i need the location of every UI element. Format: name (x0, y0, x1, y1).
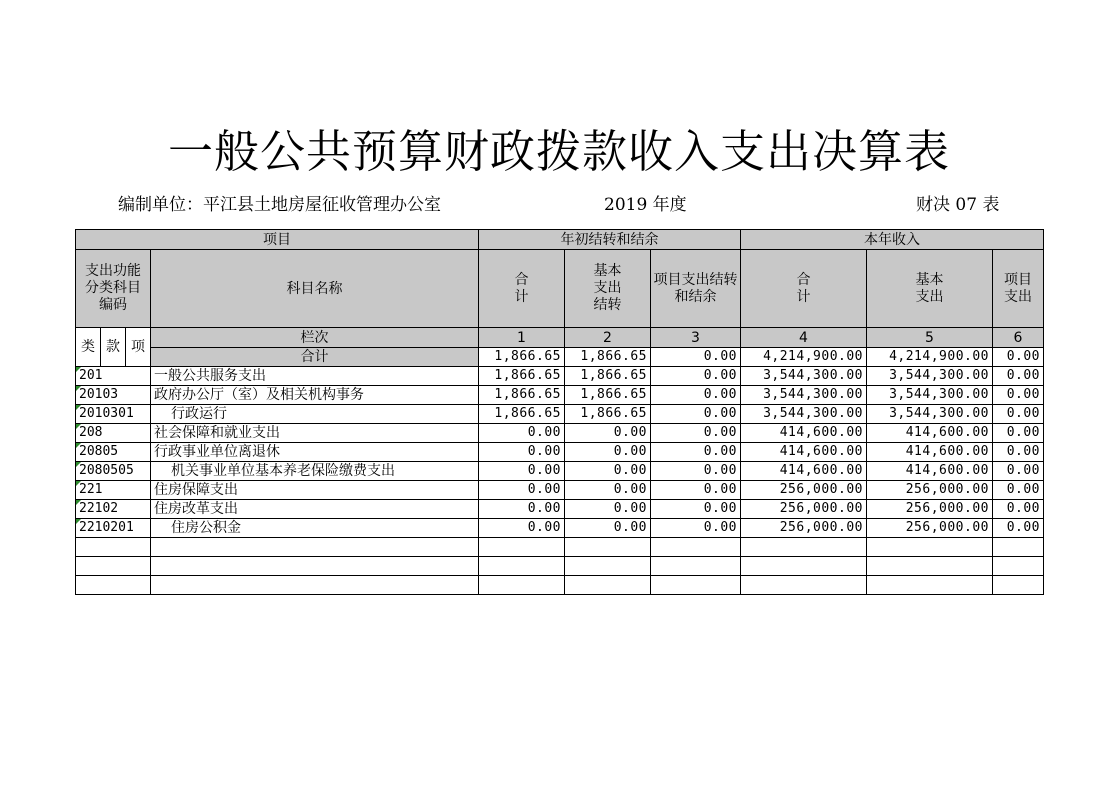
blank-cell (76, 576, 151, 595)
row-value: 0.00 (565, 443, 651, 462)
row-value: 256,000.00 (741, 519, 867, 538)
row-name: 社会保障和就业支出 (151, 424, 479, 443)
index-4: 4 (741, 328, 867, 348)
row-value: 0.00 (651, 405, 741, 424)
row-value: 0.00 (651, 367, 741, 386)
row-name: 机关事业单位基本养老保险缴费支出 (151, 462, 479, 481)
row-value: 1,866.65 (479, 386, 565, 405)
total-cell: 1,866.65 (565, 348, 651, 367)
row-value: 0.00 (993, 386, 1044, 405)
header-project: 项目 (76, 230, 479, 250)
row-value: 0.00 (565, 462, 651, 481)
row-value: 1,866.65 (565, 367, 651, 386)
total-cell: 0.00 (651, 348, 741, 367)
table-row (76, 481, 1044, 500)
row-value: 0.00 (651, 462, 741, 481)
row-value: 0.00 (565, 500, 651, 519)
blank-cell (151, 557, 479, 576)
row-value: 256,000.00 (867, 500, 993, 519)
row-value: 0.00 (565, 481, 651, 500)
row-value: 0.00 (479, 424, 565, 443)
form-label: 财决 07 表 (916, 195, 1000, 215)
header-carry-total: 合计 (479, 250, 565, 328)
row-value: 0.00 (993, 481, 1044, 500)
row-value: 0.00 (651, 424, 741, 443)
row-value: 414,600.00 (741, 462, 867, 481)
budget-table (75, 229, 1044, 595)
table-row (76, 443, 1044, 462)
header-func-code: 支出功能分类科目编码 (76, 250, 151, 328)
row-code: 20103 (76, 386, 151, 405)
header-xiang: 项 (126, 328, 151, 367)
row-value: 3,544,300.00 (867, 405, 993, 424)
table-row (76, 405, 1044, 424)
row-value: 414,600.00 (867, 443, 993, 462)
row-name: 一般公共服务支出 (151, 367, 479, 386)
row-value: 3,544,300.00 (867, 386, 993, 405)
row-value: 414,600.00 (741, 424, 867, 443)
row-value: 1,866.65 (565, 405, 651, 424)
row-value: 0.00 (651, 481, 741, 500)
row-code: 2210201 (76, 519, 151, 538)
row-code: 221 (76, 481, 151, 500)
page-title: 一般公共预算财政拨款收入支出决算表 (167, 125, 950, 178)
table-row (76, 386, 1044, 405)
row-value: 0.00 (651, 386, 741, 405)
table-row (76, 519, 1044, 538)
blank-cell (76, 557, 151, 576)
total-cell: 4,214,900.00 (867, 348, 993, 367)
header-lei: 类 (76, 328, 101, 367)
blank-cell (76, 538, 151, 557)
row-code: 22102 (76, 500, 151, 519)
row-value: 256,000.00 (867, 519, 993, 538)
row-code: 201 (76, 367, 151, 386)
header-project-carry: 项目支出结转和结余 (651, 250, 741, 328)
row-code: 20805 (76, 443, 151, 462)
row-value: 0.00 (993, 424, 1044, 443)
row-value: 256,000.00 (741, 481, 867, 500)
total-cell: 1,866.65 (479, 348, 565, 367)
row-value: 3,544,300.00 (867, 367, 993, 386)
row-value: 0.00 (993, 500, 1044, 519)
total-cell: 0.00 (993, 348, 1044, 367)
header-carryover-group: 年初结转和结余 (479, 230, 741, 250)
header-kuan: 款 (101, 328, 126, 367)
row-name: 住房改革支出 (151, 500, 479, 519)
year-label: 2019 年度 (604, 195, 687, 215)
row-code: 208 (76, 424, 151, 443)
index-5: 5 (867, 328, 993, 348)
header-income-group: 本年收入 (741, 230, 1044, 250)
row-value: 0.00 (993, 519, 1044, 538)
row-value: 0.00 (993, 443, 1044, 462)
row-value: 1,866.65 (565, 386, 651, 405)
row-code: 2080505 (76, 462, 151, 481)
header-income-basic: 基本支出 (867, 250, 993, 328)
row-value: 0.00 (479, 519, 565, 538)
row-index-label: 栏次 (151, 328, 479, 348)
table-row (76, 424, 1044, 443)
row-value: 0.00 (993, 367, 1044, 386)
index-3: 3 (651, 328, 741, 348)
table-row (76, 367, 1044, 386)
row-value: 0.00 (565, 519, 651, 538)
row-value: 0.00 (651, 443, 741, 462)
row-value: 414,600.00 (867, 462, 993, 481)
row-value: 3,544,300.00 (741, 367, 867, 386)
blank-cell (151, 576, 479, 595)
row-name: 政府办公厅（室）及相关机构事务 (151, 386, 479, 405)
unit-label: 编制单位：平江县土地房屋征收管理办公室 (118, 195, 441, 215)
row-name: 行政运行 (151, 405, 479, 424)
row-value: 0.00 (565, 424, 651, 443)
header-income-project: 项目支出 (993, 250, 1044, 328)
row-value: 0.00 (993, 405, 1044, 424)
row-name: 住房公积金 (151, 519, 479, 538)
row-code: 2010301 (76, 405, 151, 424)
row-value: 1,866.65 (479, 367, 565, 386)
row-value: 256,000.00 (741, 500, 867, 519)
row-value: 3,544,300.00 (741, 386, 867, 405)
header-income-total: 合计 (741, 250, 867, 328)
row-name: 行政事业单位离退休 (151, 443, 479, 462)
row-value: 3,544,300.00 (741, 405, 867, 424)
sum-label: 合计 (151, 348, 479, 367)
row-value: 0.00 (993, 462, 1044, 481)
index-1: 1 (479, 328, 565, 348)
row-value: 1,866.65 (479, 405, 565, 424)
index-2: 2 (565, 328, 651, 348)
row-value: 0.00 (651, 519, 741, 538)
row-value: 414,600.00 (741, 443, 867, 462)
row-value: 0.00 (479, 500, 565, 519)
header-subject-name: 科目名称 (151, 250, 479, 328)
row-name: 住房保障支出 (151, 481, 479, 500)
row-value: 0.00 (479, 462, 565, 481)
row-value: 256,000.00 (867, 481, 993, 500)
row-value: 0.00 (479, 481, 565, 500)
index-6: 6 (993, 328, 1044, 348)
row-value: 414,600.00 (867, 424, 993, 443)
header-basic-carry: 基本支出结转 (565, 250, 651, 328)
row-value: 0.00 (479, 443, 565, 462)
total-cell: 4,214,900.00 (741, 348, 867, 367)
table-row (76, 462, 1044, 481)
table-row (76, 500, 1044, 519)
row-value: 0.00 (651, 500, 741, 519)
blank-cell (151, 538, 479, 557)
